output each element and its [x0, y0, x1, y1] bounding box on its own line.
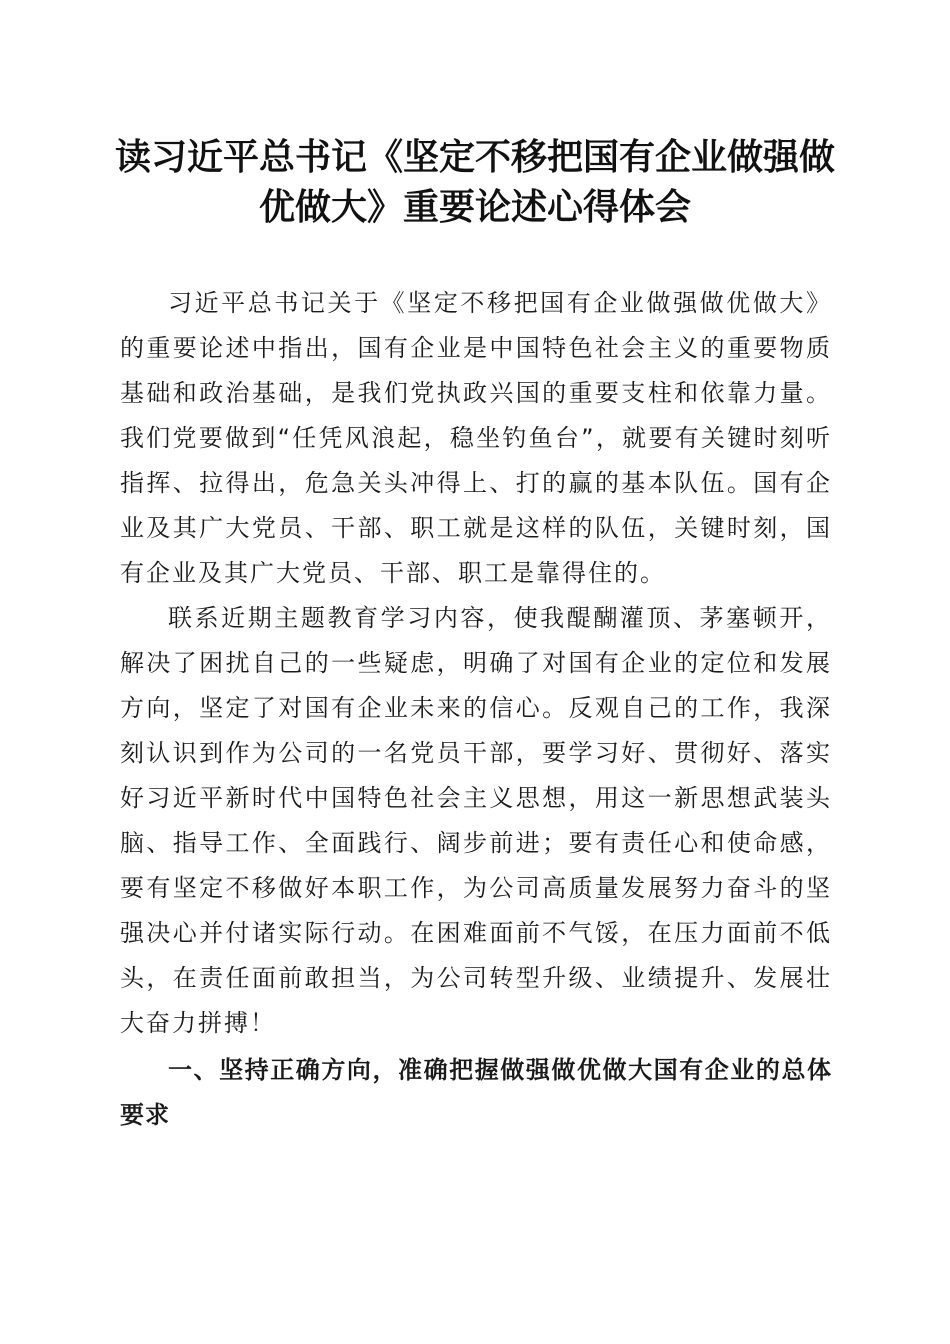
document-title: 读习近平总书记《坚定不移把国有企业做强做优做大》重要论述心得体会: [114, 136, 835, 228]
section-heading: 一、坚持正确方向，准确把握做强做优做大国有企业的总体要求: [120, 1056, 832, 1129]
document-body: [120, 281, 832, 1138]
paragraph-2: 联系近期主题教育学习内容，使我醍醐灌顶、茅塞顿开，解决了困扰自己的一些疑虑，明确了对国有企业的定位和发展方向，坚定了对国有企业未来的信心。反观自己的工作，我深刻认识到作为公司的一名党员干部，要学习好、贯彻好、落实好习近平新时代中国特色社会主义思想，用这一新思想武装头脑、指导工作、全面践行、阔步前进；要有责任心和使命感，要有坚定不移做好本职工作，为公司高质量发展努力奋斗的坚强决心并付诸实际行动。在困难面前不气馁，在压力面前不低头，在责任面前敢担当，为公司转型升级、业绩提升、发展壮大奋力拼搏！: [120, 604, 832, 1037]
paragraph-1: 习近平总书记关于《坚定不移把国有企业做强做优做大》的重要论述中指出，国有企业是中国特色社会主义的重要物质基础和政治基础，是我们党执政兴国的重要支柱和依靠力量。我们党要做到“任凭风浪起，稳坐钓鱼台”，就要有关键时刻听指挥、拉得出，危急关头冲得上、打的赢的基本队伍。国有企业及其广大党员、干部、职工就是这样的队伍，关键时刻，国有企业及其广大党员、干部、职工是靠得住的。: [120, 289, 832, 587]
